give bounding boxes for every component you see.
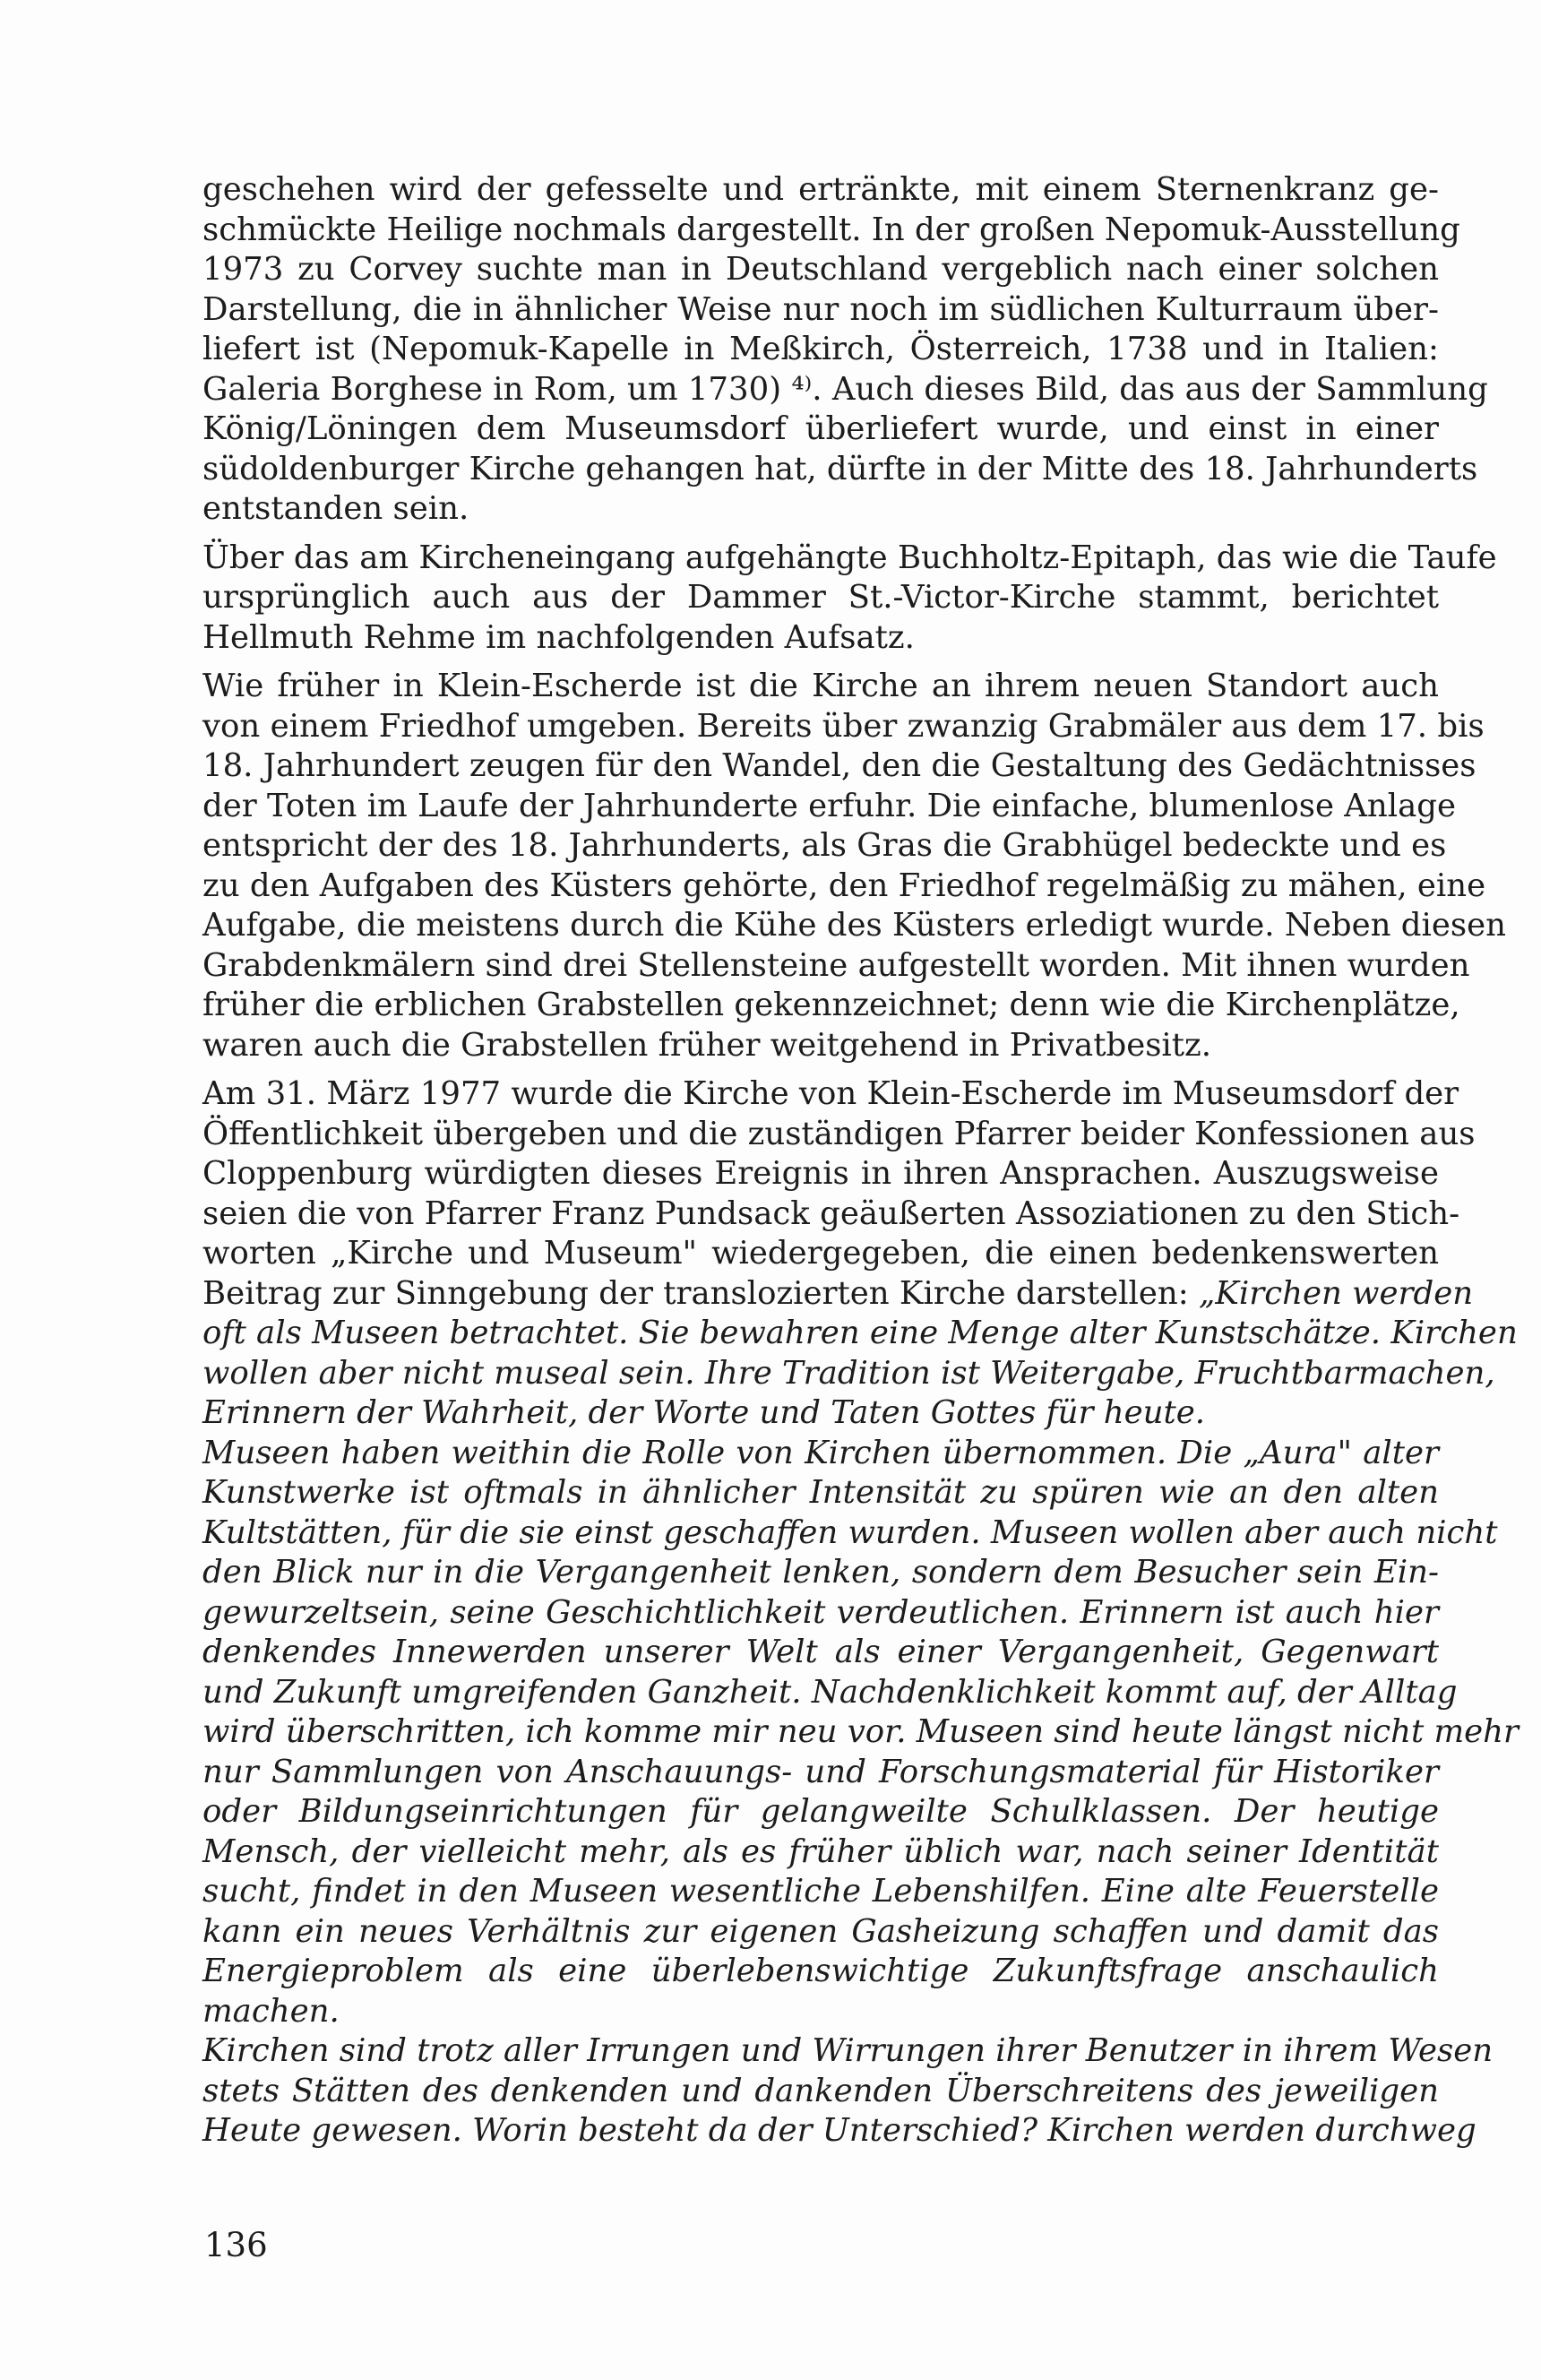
text-line: Kirchen sind trotz aller Irrungen und Wirrungen ihrer Benutzer in ihrem Wesen [202,2032,1494,2069]
paragraph-5 [202,1434,1519,2032]
text-line: entspricht der des 18. Jahrhunderts, als Gras die Grabhügel bedeckte und es [202,827,1447,864]
text-line: 18. Jahrhundert zeugen für den Wandel, den die Gestaltung des Gedächtnisses [202,747,1476,784]
paragraph-2 [202,539,1497,659]
paragraph-1 [202,170,1488,530]
text-line: ursprünglich auch aus der Dammer St.-Victor-Kirche stammt, berichtet [202,579,1439,616]
quote-start: „Kirchen werden [1199,1274,1474,1312]
text-line: Heute gewesen. Worin besteht da der Unterschied? Kirchen werden durchweg [202,2112,1476,2149]
text-line: entstanden sein. [202,490,469,527]
text-line: zu den Aufgaben des Küsters gehörte, den Friedhof regelmäßig zu mähen, eine [202,867,1486,904]
text-segment: Beitrag zur Sinngebung der translozierten Kirche darstellen: [202,1274,1199,1312]
text-line: Wie früher in Klein-Escherde ist die Kirche an ihrem neuen Standort auch [202,668,1439,704]
text-line: worten „Kirche und Museum" wiedergegeben, die einen bedenkenswerten [202,1235,1439,1272]
text-line: früher die erblichen Grabstellen gekennzeichnet; denn wie die Kirchenplätze, [202,987,1460,1023]
paragraph-6 [202,2031,1494,2151]
text-line-mixed [202,1274,1474,1315]
body-text [202,170,1519,2151]
text-line: geschehen wird der gefesselte und ertränkte, mit einem Sternenkranz ge- [202,171,1439,208]
text-line: Grabdenkmälern sind drei Stellensteine aufgestellt worden. Mit ihnen wurden [202,946,1470,984]
text-line: waren auch die Grabstellen früher weitgehend in Privatbesitz. [202,1026,1212,1064]
text-line: oft als Museen betrachtet. Sie bewahren eine Menge alter Kunstschätze. Kirchen [202,1315,1518,1351]
text-line: und Zukunft umgreifenden Ganzheit. Nachdenklichkeit kommt auf, der Alltag [202,1673,1458,1711]
text-line: stets Stätten des denkenden und dankenden Überschreitens des jeweiligen [202,2072,1439,2109]
text-line: sucht, findet in den Museen wesentliche Lebenshilfen. Eine alte Feuerstelle [202,1873,1439,1910]
text-line: Aufgabe, die meistens durch die Kühe des Küsters erledigt wurde. Neben diesen [202,907,1506,944]
text-line: schmückte Heilige nochmals dargestellt. In der großen Nepomuk-Ausstellung [202,211,1460,248]
text-line: Cloppenburg würdigten dieses Ereignis in ihren Ansprachen. Auszugsweise [202,1155,1439,1192]
text-line: Museen haben weithin die Rolle von Kirchen übernommen. Die „Aura" alter [202,1434,1439,1471]
text-line: wollen aber nicht museal sein. Ihre Tradition ist Weitergabe, Fruchtbarmachen, [202,1354,1495,1392]
text-line: wird überschritten, ich komme mir neu vor. Museen sind heute längst nicht mehr [202,1713,1519,1750]
text-line: nur Sammlungen von Anschauungs- und Forschungsmaterial für Historiker [202,1753,1439,1790]
text-line: den Blick nur in die Vergangenheit lenken, sondern dem Besucher sein Ein- [202,1554,1439,1591]
text-line: von einem Friedhof umgeben. Bereits über zwanzig Grabmäler aus dem 17. bis [202,707,1485,745]
text-line: Galeria Borghese in Rom, um 1730) ⁴⁾. Auch dieses Bild, das aus der Sammlung [202,370,1488,408]
text-line: Öffentlichkeit übergeben und die zuständigen Pfarrer beider Konfessionen aus [202,1115,1476,1152]
text-line: kann ein neues Verhältnis zur eigenen Gasheizung schaffen und damit das [202,1912,1439,1950]
text-line: Hellmuth Rehme im nachfolgenden Aufsatz. [202,618,915,656]
text-line: Kultstätten, für die sie einst geschaffen wurden. Museen wollen aber auch nicht [202,1513,1498,1551]
text-line: der Toten im Laufe der Jahrhunderte erfuhr. Die einfache, blumenlose Anlage [202,787,1457,824]
paragraph-3 [202,667,1506,1065]
text-line: Mensch, der vielleicht mehr, als es früher üblich war, nach seiner Identität [202,1832,1439,1870]
text-line: König/Löningen dem Museumsdorf überliefert wurde, und einst in einer [202,410,1439,447]
text-line: Energieproblem als eine überlebenswichtige Zukunftsfrage anschaulich [202,1953,1439,1989]
text-line: Über das am Kircheneingang aufgehängte Buchholtz-Epitaph, das wie die Taufe [202,539,1497,576]
text-line: Darstellung, die in ähnlicher Weise nur noch im südlichen Kulturraum über- [202,290,1439,328]
text-line: machen. [202,1992,340,2030]
paragraph-4 [202,1074,1518,1434]
text-line: denkendes Innewerden unserer Welt als einer Vergangenheit, Gegenwart [202,1634,1439,1670]
text-line: südoldenburger Kirche gehangen hat, dürfte in der Mitte des 18. Jahrhunderts [202,450,1478,487]
text-line: liefert ist (Nepomuk-Kapelle in Meßkirch, Österreich, 1738 und in Italien: [202,331,1439,367]
page-number: 136 [204,2226,268,2264]
text-line: oder Bildungseinrichtungen für gelangweilte Schulklassen. Der heutige [202,1793,1439,1830]
text-line: Kunstwerke ist oftmals in ähnlicher Intensität zu spüren wie an den alten [202,1474,1439,1511]
text-line: gewurzeltsein, seine Geschichtlichkeit verdeutlichen. Erinnern ist auch hier [202,1593,1439,1631]
text-line: Erinnern der Wahrheit, der Worte und Taten Gottes für heute. [202,1394,1206,1431]
text-line: 1973 zu Corvey suchte man in Deutschland vergeblich nach einer solchen [202,251,1439,288]
text-line: Am 31. März 1977 wurde die Kirche von Klein-Escherde im Museumsdorf der [202,1075,1459,1112]
text-line: seien die von Pfarrer Franz Pundsack geäußerten Assoziationen zu den Stich- [202,1194,1460,1232]
